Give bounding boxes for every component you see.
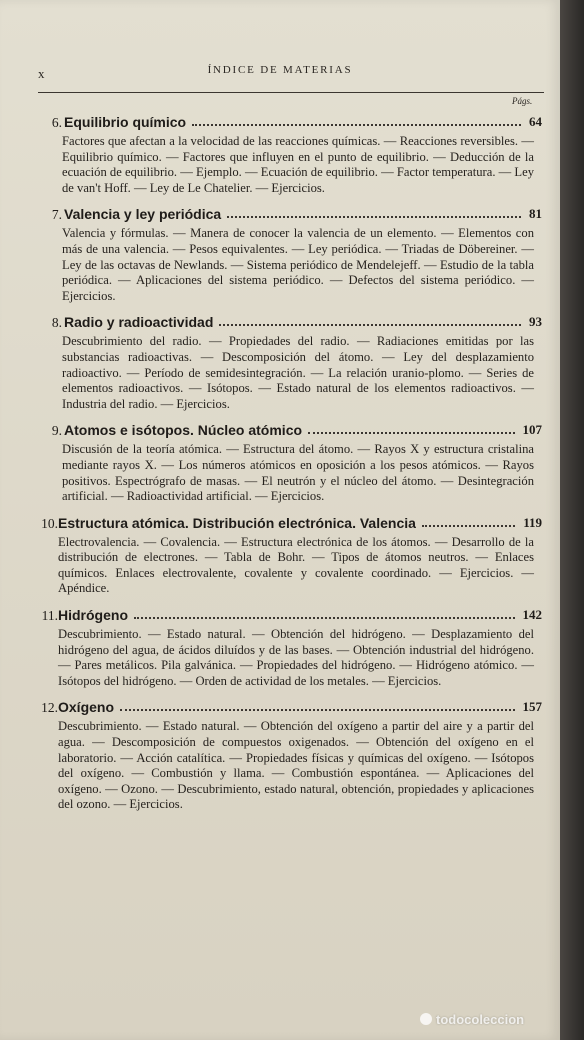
chapter-number: 9. [51, 423, 62, 439]
chapter-page: 157 [522, 699, 542, 715]
toc-entry [0, 697, 560, 813]
chapter-page: 93 [529, 314, 542, 330]
chapter-number: 7. [51, 207, 62, 223]
watermark [420, 1012, 524, 1027]
toc-entry [0, 513, 560, 597]
toc-entry-heading [0, 204, 560, 226]
dot-leader [422, 525, 515, 527]
toc-entry [0, 312, 560, 412]
toc-entry [0, 605, 560, 689]
chapter-summary: Valencia y fórmulas. — Manera de conocer la valencia de un elemento. — Elementos con más de una valencia. — Pesos equivalentes. — Ley periódica. — Triadas de Döbereiner. — Ley de las octavas de Newlands. — Sistema periódico de Mendelejeff. — Estudio de la tabla periódica. — Aplicaciones del sistema periódico. — Defectos del sistema periódico. — Ejercicios. [62, 226, 534, 303]
dot-leader [308, 432, 514, 434]
watermark-logo-icon [420, 1013, 432, 1025]
toc-entry-heading [0, 312, 560, 334]
chapter-page: 119 [523, 514, 542, 530]
chapter-summary: Descubrimiento del radio. — Propiedades del radio. — Radiaciones emitidas por las substancias radioactivas. — Descomposición del átomo. — Ley del desplazamiento radioactivo. — Período de semidesintegración. — La relación uranio-plomo. — Series de elementos radioactivos. — Isótopos. — Estado natural de los elementos radioactivos. — Industria del radio. — Ejercicios. [62, 334, 534, 411]
chapter-title: Atomos e isótopos. Núcleo atómico [64, 422, 303, 439]
toc-entry [0, 420, 560, 504]
chapter-number: 10. [41, 515, 58, 531]
chapter-summary: Descubrimiento. — Estado natural. — Obtención del hidrógeno. — Desplazamiento del hidrógeno del agua, de ácidos diluídos y de las bases. — Obtención industrial del hidrógeno. — Pares metálicos. Pila galvánica. — Propiedades del hidrógeno. — Hidrógeno atómico. — Isótopos del hidrógeno. — Orden de actividad de los metales. — Ejercicios. [58, 627, 534, 688]
chapter-title: Estructura atómica. Distribución electrónica. Valencia [58, 514, 416, 531]
toc-entry-heading [0, 420, 560, 442]
page-number: x [38, 66, 46, 81]
chapter-page: 142 [522, 607, 542, 623]
chapter-summary: Discusión de la teoría atómica. — Estructura del átomo. — Rayos X y estructura cristalina mediante rayos X. — Los números atómicos en oposición a los pesos atómicos. — Rayos positivos. Espectrógrafo de masas. — El neutrón y el núcleo del átomo. — Desintegración artificial. — Radioactividad artificial. — Ejercicios. [62, 442, 534, 504]
toc-entry-heading [0, 513, 560, 535]
chapter-page: 107 [522, 422, 542, 438]
chapter-summary: Descubrimiento. — Estado natural. — Obtención del oxígeno a partir del aire y a partir del agua. — Descomposición de compuestos oxigenados. — Obtención del oxígeno en el laboratorio. — Acción catalítica. — Propiedades físicas y químicas del oxígeno. — Isótopos del oxígeno. — Combustión y llama. — Combustión espontánea. — Aplicaciones del oxígeno. — Ozono. — Descubrimiento, estado natural, obtención, propiedades y aplicaciones del ozono. — Ejercicios. [58, 719, 534, 812]
chapter-summary: Electrovalencia. — Covalencia. — Estructura electrónica de los átomos. — Desarrollo de la distribución de electrones. — Tabla de Bohr. — Tipos de átomos neutros. — Enlaces químicos. Enlaces electrovalente, covalente y covalente coordinado. — Ejercicios. — Apéndice. [58, 534, 534, 596]
header-rule [38, 92, 544, 93]
toc-entry-heading [0, 697, 560, 719]
chapter-number: 12. [41, 700, 58, 716]
chapter-title: Oxígeno [58, 699, 115, 716]
toc-entry [0, 112, 560, 196]
dot-leader [219, 324, 521, 326]
table-of-contents [0, 112, 560, 821]
chapter-number: 8. [51, 315, 62, 331]
chapter-page: 64 [529, 114, 542, 129]
toc-entry-heading [0, 112, 560, 134]
chapter-title: Hidrógeno [58, 607, 128, 624]
chapter-number: 6. [51, 115, 62, 130]
pages-column-label: Págs. [512, 96, 533, 106]
chapter-title: Equilibrio químico [64, 114, 187, 130]
dot-leader [192, 124, 521, 126]
toc-entry-heading [0, 605, 560, 627]
chapter-number: 11. [41, 608, 58, 624]
chapter-title: Valencia y ley periódica [64, 206, 222, 223]
chapter-summary: Factores que afectan a la velocidad de las reacciones químicas. — Reacciones reversibles. — Equilibrio químico. — Factores que influyen en el punto de equilibrio. — Deducción de la ecuación de equilibrio. — Ejemplo. — Ecuación de equilibrio. — Factor temperatura. — Ley de van't Hoff. — Ley de Le Chatelier. — Ejercicios. [62, 134, 534, 195]
page-header [0, 62, 560, 92]
dot-leader [134, 617, 515, 619]
dot-leader [120, 709, 514, 711]
dot-leader [227, 216, 521, 218]
chapter-page: 81 [529, 206, 542, 222]
toc-entry [0, 204, 560, 304]
chapter-title: Radio y radioactividad [64, 314, 214, 331]
book-edge [560, 0, 584, 1040]
watermark-text: todocoleccion [436, 1012, 525, 1027]
running-title: ÍNDICE DE MATERIAS [207, 64, 353, 76]
